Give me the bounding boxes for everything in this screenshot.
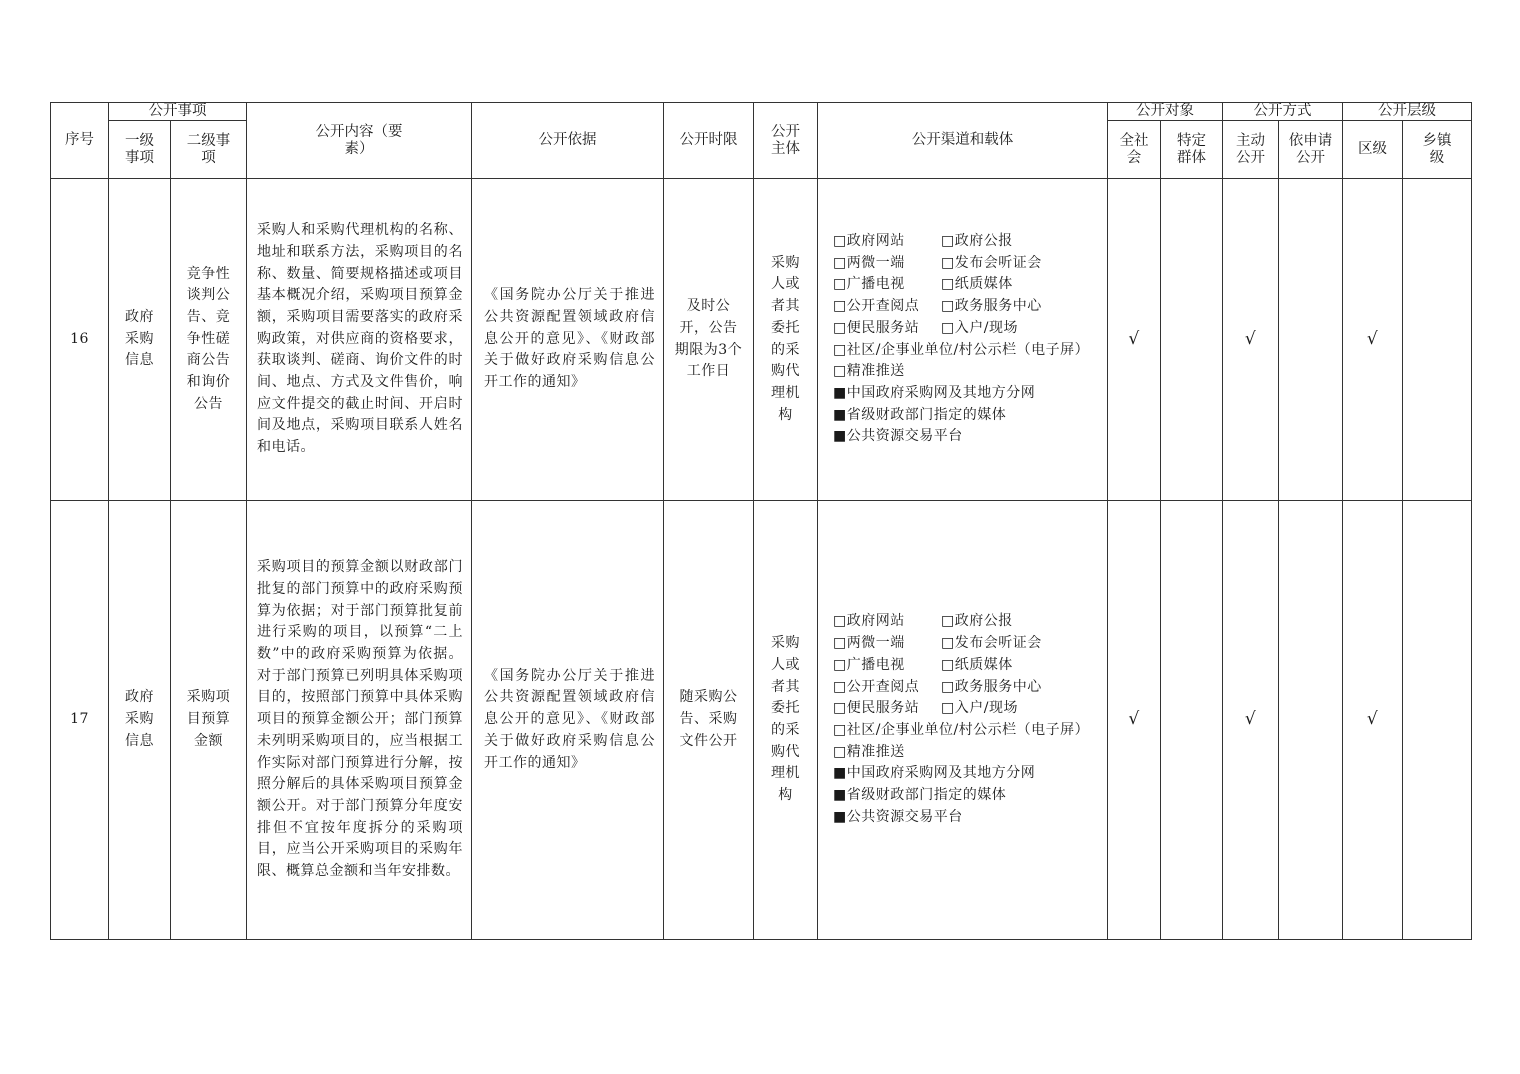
- cell-mode-request: [1279, 179, 1343, 501]
- channel-item: ■中国政府采购网及其地方分网: [833, 765, 1036, 782]
- header-level1: 一级事项: [109, 121, 171, 179]
- channel-item: □政府公报: [941, 613, 1013, 630]
- cell-level-district: √: [1343, 179, 1403, 501]
- header-level2: 二级事项: [171, 121, 247, 179]
- channel-item: □入户/现场: [941, 319, 1018, 336]
- cell-object-specific: [1161, 501, 1223, 940]
- header-mode-active: 主动公开: [1223, 121, 1279, 179]
- channel-item: □社区/企事业单位/村公示栏（电子屏）: [833, 341, 1090, 358]
- channel-item: □纸质媒体: [941, 276, 1013, 293]
- channel-item: □政务服务中心: [941, 678, 1042, 695]
- channel-item: □便民服务站: [833, 700, 920, 717]
- channel-item: □两微一端: [833, 635, 905, 652]
- header-level-district: 区级: [1343, 121, 1403, 179]
- channel-item: □发布会听证会: [941, 635, 1042, 652]
- header-level-group: 公开层级: [1343, 103, 1472, 121]
- cell-basis: 《国务院办公厅关于推进公共资源配置领域政府信息公开的意见》、《财政部关于做好政府采购信息公开工作的通知》: [472, 501, 664, 940]
- table-row: [51, 501, 1472, 940]
- cell-channels: [818, 501, 1108, 940]
- header-time-limit: 公开时限: [664, 103, 754, 179]
- cell-level1: 政府采购信息: [109, 179, 171, 501]
- channel-item: □两微一端: [833, 254, 905, 271]
- cell-level2: 竞争性谈判公告、竞争性磋商公告和询价公告: [171, 179, 247, 501]
- channel-item: □公开查阅点: [833, 298, 920, 315]
- channel-item: □精准推送: [833, 363, 905, 380]
- cell-object-specific: [1161, 179, 1223, 501]
- cell-level2: 采购项目预算金额: [171, 501, 247, 940]
- cell-subject: 采购人或者其委托的采购代理机构: [754, 501, 818, 940]
- channel-item: □政务服务中心: [941, 298, 1042, 315]
- table-row: [51, 179, 1472, 501]
- header-row-top: [51, 103, 1472, 121]
- channel-item: □广播电视: [833, 656, 905, 673]
- header-object-specific: 特定群体: [1161, 121, 1223, 179]
- cell-level-district: √: [1343, 501, 1403, 940]
- header-mode-group: 公开方式: [1223, 103, 1343, 121]
- header-seq: 序号: [51, 103, 109, 179]
- header-mode-request: 依申请公开: [1279, 121, 1343, 179]
- header-content: 公开内容（要素）: [247, 103, 472, 179]
- header-level-town: 乡镇级: [1403, 121, 1472, 179]
- channel-item: □发布会听证会: [941, 254, 1042, 271]
- channel-item: ■公共资源交易平台: [833, 808, 963, 825]
- header-basis: 公开依据: [472, 103, 664, 179]
- cell-mode-request: [1279, 501, 1343, 940]
- cell-object-all: √: [1108, 179, 1161, 501]
- channel-item: □政府网站: [833, 613, 905, 630]
- cell-content: 采购人和采购代理机构的名称、地址和联系方法，采购项目的名称、数量、简要规格描述或项目基本概况介绍，采购项目预算金额，采购项目需要落实的政府采购政策，对供应商的资格要求，获取谈判、磋商、询价文件的时间、地点、方式及文件售价，响应文件提交的截止时间、开启时间及地点，采购项目联系人姓名和电话。: [247, 179, 472, 501]
- cell-basis: 《国务院办公厅关于推进公共资源配置领域政府信息公开的意见》、《财政部关于做好政府采购信息公开工作的通知》: [472, 179, 664, 501]
- channel-item: ■中国政府采购网及其地方分网: [833, 384, 1036, 401]
- channel-item: ■公共资源交易平台: [833, 428, 963, 445]
- header-items-group: 公开事项: [109, 103, 247, 121]
- header-channel: 公开渠道和载体: [818, 103, 1108, 179]
- cell-mode-active: √: [1223, 179, 1279, 501]
- header-object-all: 全社会: [1108, 121, 1161, 179]
- channel-item: □便民服务站: [833, 319, 920, 336]
- cell-content: 采购项目的预算金额以财政部门批复的部门预算中的政府采购预算为依据；对于部门预算批复前进行采购的项目，以预算“二上数”中的政府采购预算为依据。对于部门预算已列明具体采购项目的，按照部门预算中具体采购项目的预算金额公开；部门预算未列明采购项目的，应当根据工作实际对部门预算进行分解，按照分解后的具体采购项目预算金额公开。对于部门预算分年度安排但不宜按年度拆分的采购项目，应当公开采购项目的采购年限、概算总金额和当年安排数。: [247, 501, 472, 940]
- channel-item: □公开查阅点: [833, 678, 920, 695]
- header-subject: 公开主体: [754, 103, 818, 179]
- cell-channels: [818, 179, 1108, 501]
- channel-item: ■省级财政部门指定的媒体: [833, 406, 1007, 423]
- header-object-group: 公开对象: [1108, 103, 1223, 121]
- cell-seq: 16: [51, 179, 109, 501]
- channel-item: □社区/企事业单位/村公示栏（电子屏）: [833, 722, 1090, 738]
- cell-seq: 17: [51, 501, 109, 940]
- channel-item: □广播电视: [833, 276, 905, 293]
- channel-item: □政府公报: [941, 232, 1013, 249]
- cell-level-town: [1403, 501, 1472, 940]
- cell-level1: 政府采购信息: [109, 501, 171, 940]
- cell-time-limit: 及时公开，公告期限为3个工作日: [664, 179, 754, 501]
- cell-level-town: [1403, 179, 1472, 501]
- cell-subject: 采购人或者其委托的采购代理机构: [754, 179, 818, 501]
- cell-mode-active: √: [1223, 501, 1279, 940]
- cell-object-all: √: [1108, 501, 1161, 940]
- cell-time-limit: 随采购公告、采购文件公开: [664, 501, 754, 940]
- channel-item: □政府网站: [833, 232, 905, 249]
- disclosure-table: [50, 102, 1472, 940]
- channel-item: □纸质媒体: [941, 656, 1013, 673]
- channel-item: □精准推送: [833, 743, 905, 760]
- channel-item: ■省级财政部门指定的媒体: [833, 787, 1007, 804]
- channel-item: □入户/现场: [941, 700, 1018, 717]
